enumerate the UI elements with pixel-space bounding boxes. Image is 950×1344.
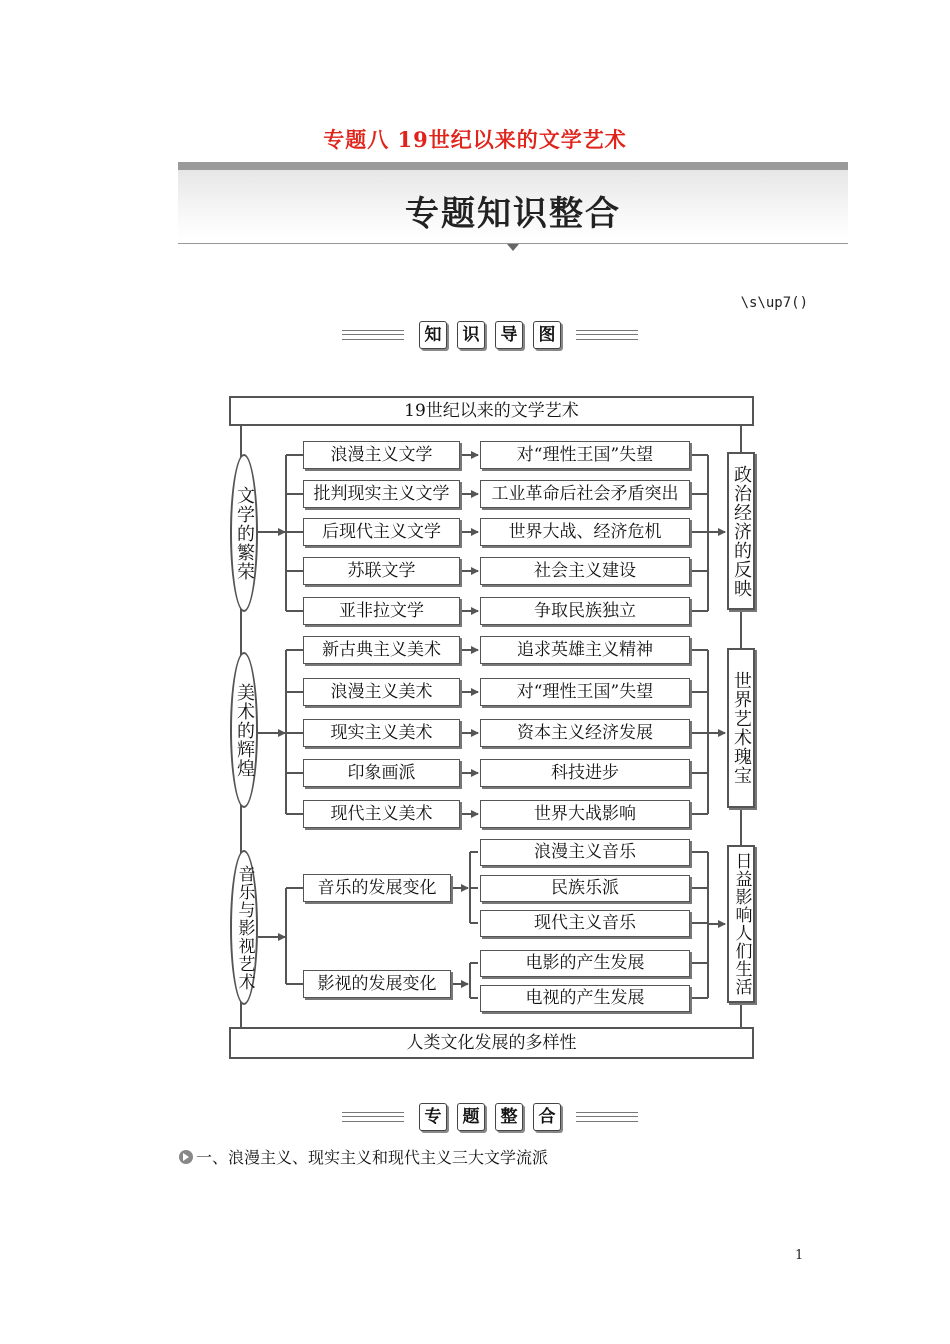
group-label-literature [230, 454, 258, 612]
decorative-lines-right [576, 1112, 638, 1122]
item-box: 苏联文学 [303, 557, 460, 585]
circle-arrow-icon [178, 1149, 194, 1165]
result-box [727, 452, 755, 610]
cause-box: 对“理性王国”失望 [480, 678, 690, 706]
section-char: 知 [419, 321, 447, 349]
result-box [727, 648, 755, 808]
item-box: 现实主义美术 [303, 719, 460, 747]
group-label-text: 文学的繁荣 [234, 485, 255, 581]
sub-item-box: 现代主义音乐 [480, 910, 690, 937]
mind-map-footer: 人类文化发展的多样性 [229, 1027, 754, 1059]
section-char: 专 [419, 1103, 447, 1131]
group-label-text: 音乐与影视艺术 [234, 864, 255, 991]
item-box: 浪漫主义文学 [303, 441, 460, 469]
result-text: 世界艺术瑰宝 [731, 671, 752, 785]
decorative-lines-left [342, 1112, 404, 1122]
section-char: 识 [457, 321, 485, 349]
mind-map-title: 19世纪以来的文学艺术 [229, 396, 754, 426]
section-char: 导 [495, 321, 523, 349]
item-box: 亚非拉文学 [303, 597, 460, 625]
field-code-text: \s\up7() [740, 295, 808, 311]
section-header-topic [340, 1100, 640, 1134]
sub-item-box: 民族乐派 [480, 875, 690, 902]
cause-box: 工业革命后社会矛盾突出 [480, 480, 690, 508]
body-heading: 一、浪漫主义、现实主义和现代主义三大文学流派 [196, 1148, 549, 1167]
group-label-text: 美术的辉煌 [234, 682, 255, 778]
sub-item-box: 电视的产生发展 [480, 985, 690, 1012]
result-text: 政治经济的反映 [731, 464, 752, 598]
section-char: 合 [533, 1103, 561, 1131]
item-box: 浪漫主义美术 [303, 678, 460, 706]
section-char: 题 [457, 1103, 485, 1131]
cause-box: 争取民族独立 [480, 597, 690, 625]
cause-box: 对“理性王国”失望 [480, 441, 690, 469]
cause-box: 资本主义经济发展 [480, 719, 690, 747]
item-box: 后现代主义文学 [303, 518, 460, 546]
item-box: 影视的发展变化 [303, 970, 451, 998]
section-char: 整 [495, 1103, 523, 1131]
cause-box: 社会主义建设 [480, 557, 690, 585]
item-box: 新古典主义美术 [303, 636, 460, 664]
banner-title: 专题知识整合 [405, 194, 621, 234]
result-box [727, 845, 755, 1003]
cause-box: 世界大战、经济危机 [480, 518, 690, 546]
sub-item-box: 浪漫主义音乐 [480, 839, 690, 866]
item-box: 印象画派 [303, 759, 460, 787]
sub-item-box: 电影的产生发展 [480, 950, 690, 977]
section-char: 图 [533, 321, 561, 349]
group-label-music-film [230, 850, 258, 1005]
body-heading-line [178, 1145, 548, 1168]
cause-box: 科技进步 [480, 759, 690, 787]
page-number: 1 [795, 1248, 804, 1263]
cause-box: 追求英雄主义精神 [480, 636, 690, 664]
cause-box: 世界大战影响 [480, 800, 690, 828]
document-title: 专题八 19世纪以来的文学艺术 [323, 127, 627, 152]
result-text: 日益影响人们生活 [731, 852, 752, 996]
item-box: 音乐的发展变化 [303, 874, 451, 902]
group-label-art [230, 652, 258, 808]
item-box: 现代主义美术 [303, 800, 460, 828]
item-box: 批判现实主义文学 [303, 480, 460, 508]
